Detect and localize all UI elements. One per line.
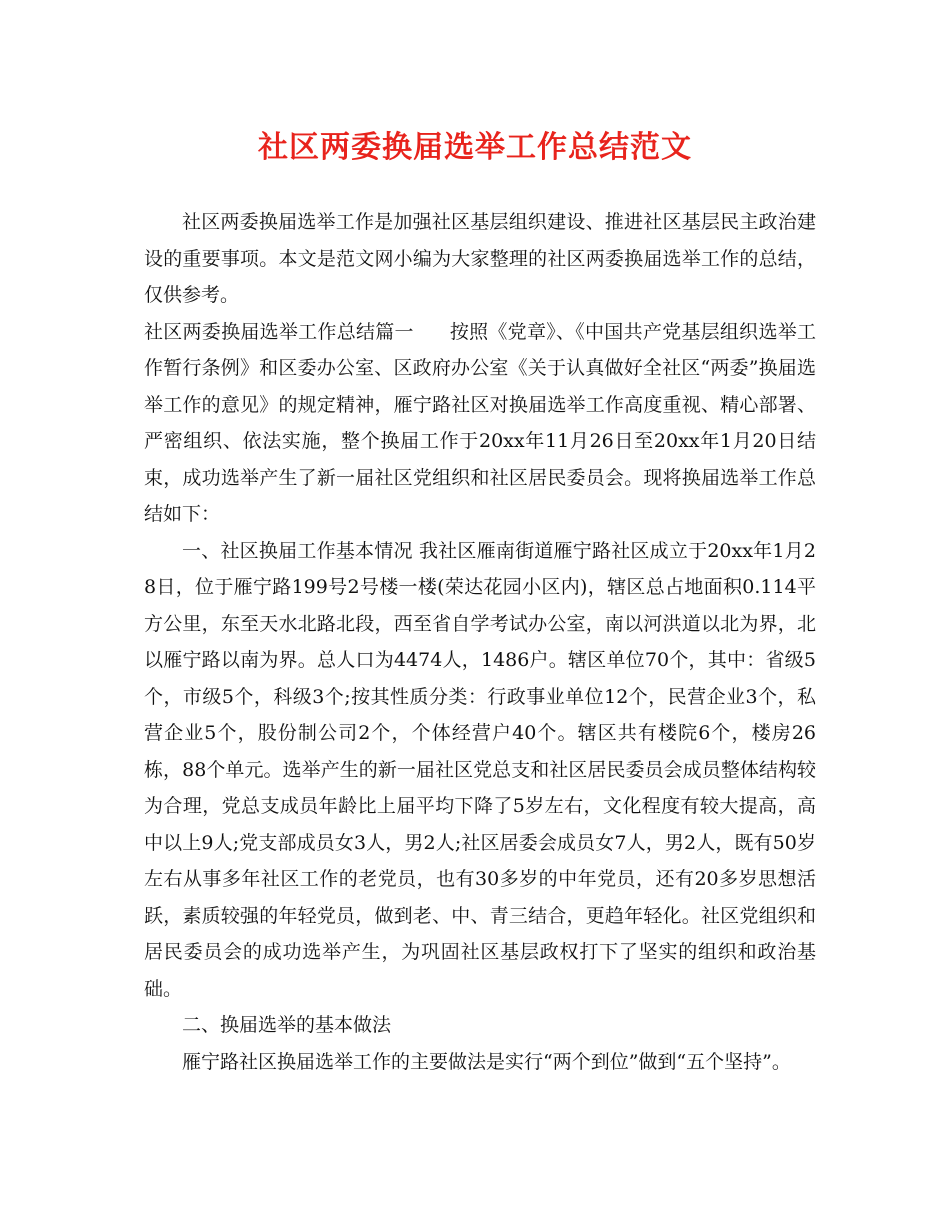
paragraph-basic-methods-heading: 二、换届选举的基本做法: [182, 1014, 392, 1036]
section-heading: 社区两委换届选举工作总结篇一: [144, 320, 414, 343]
document-title: 社区两委换届选举工作总结范文: [258, 130, 692, 165]
paragraph-section-one: [144, 314, 816, 533]
paragraph-intro: 社区两委换届选举工作是加强社区基层组织建设、推进社区基层民主政治建设的重要事项。本文是范文网小编为大家整理的社区两委换届选举工作的总结，仅供参考。: [144, 211, 816, 306]
paragraph-basic-situation: 一、社区换届工作基本情况 我社区雁南街道雁宁路社区成立于20xx年1月28日，位于雁宁路199号2号楼一楼(荣达花园小区内)，辖区总占地面积0.114平方公里，东至天水北路北段，西至省自学考试办公室，南以河洪道以北为界，北以雁宁路以南为界。总人口为4474人，1486户。辖区单位70个，其中：省级5个，市级5个，科级3个;按其性质分类：行政事业单位12个，民营企业3个，私营企业5个，股份制公司2个，个体经营户40个。辖区共有楼院6个，楼房26栋，88个单元。选举产生的新一届社区党总支和社区居民委员会成员整体结构较为合理，党总支成员年龄比上届平均下降了5岁左右，文化程度有较大提高，高中以上9人;党支部成员女3人，男2人;社区居委会成员女7人，男2人，既有50岁左右从事多年社区工作的老党员，也有30多岁的中年党员，还有20多岁思想活跃，素质较强的年轻党员，做到老、中、青三结合，更趋年轻化。社区党组织和居民委员会的成功选举产生，为巩固社区基层政权打下了坚实的组织和政治基础。: [144, 539, 816, 1000]
paragraph-main-methods: 雁宁路社区换届选举工作的主要做法是实行“两个到位”做到“五个坚持”。: [182, 1050, 791, 1073]
section-one-text: 按照《党章》、《中国共产党基层组织选举工作暂行条例》和区委办公室、区政府办公室《关于认真做好全社区“两委”换届选举工作的意见》的规定精神，雁宁路社区对换届选举工作高度重视、精心部署、严密组织、依法实施，整个换届工作于20xx年11月26日至20xx年1月20日结束，成功选举产生了新一届社区党组织和社区居民委员会。现将换届选举工作总结如下：: [144, 320, 816, 525]
document-body: [144, 204, 816, 1080]
